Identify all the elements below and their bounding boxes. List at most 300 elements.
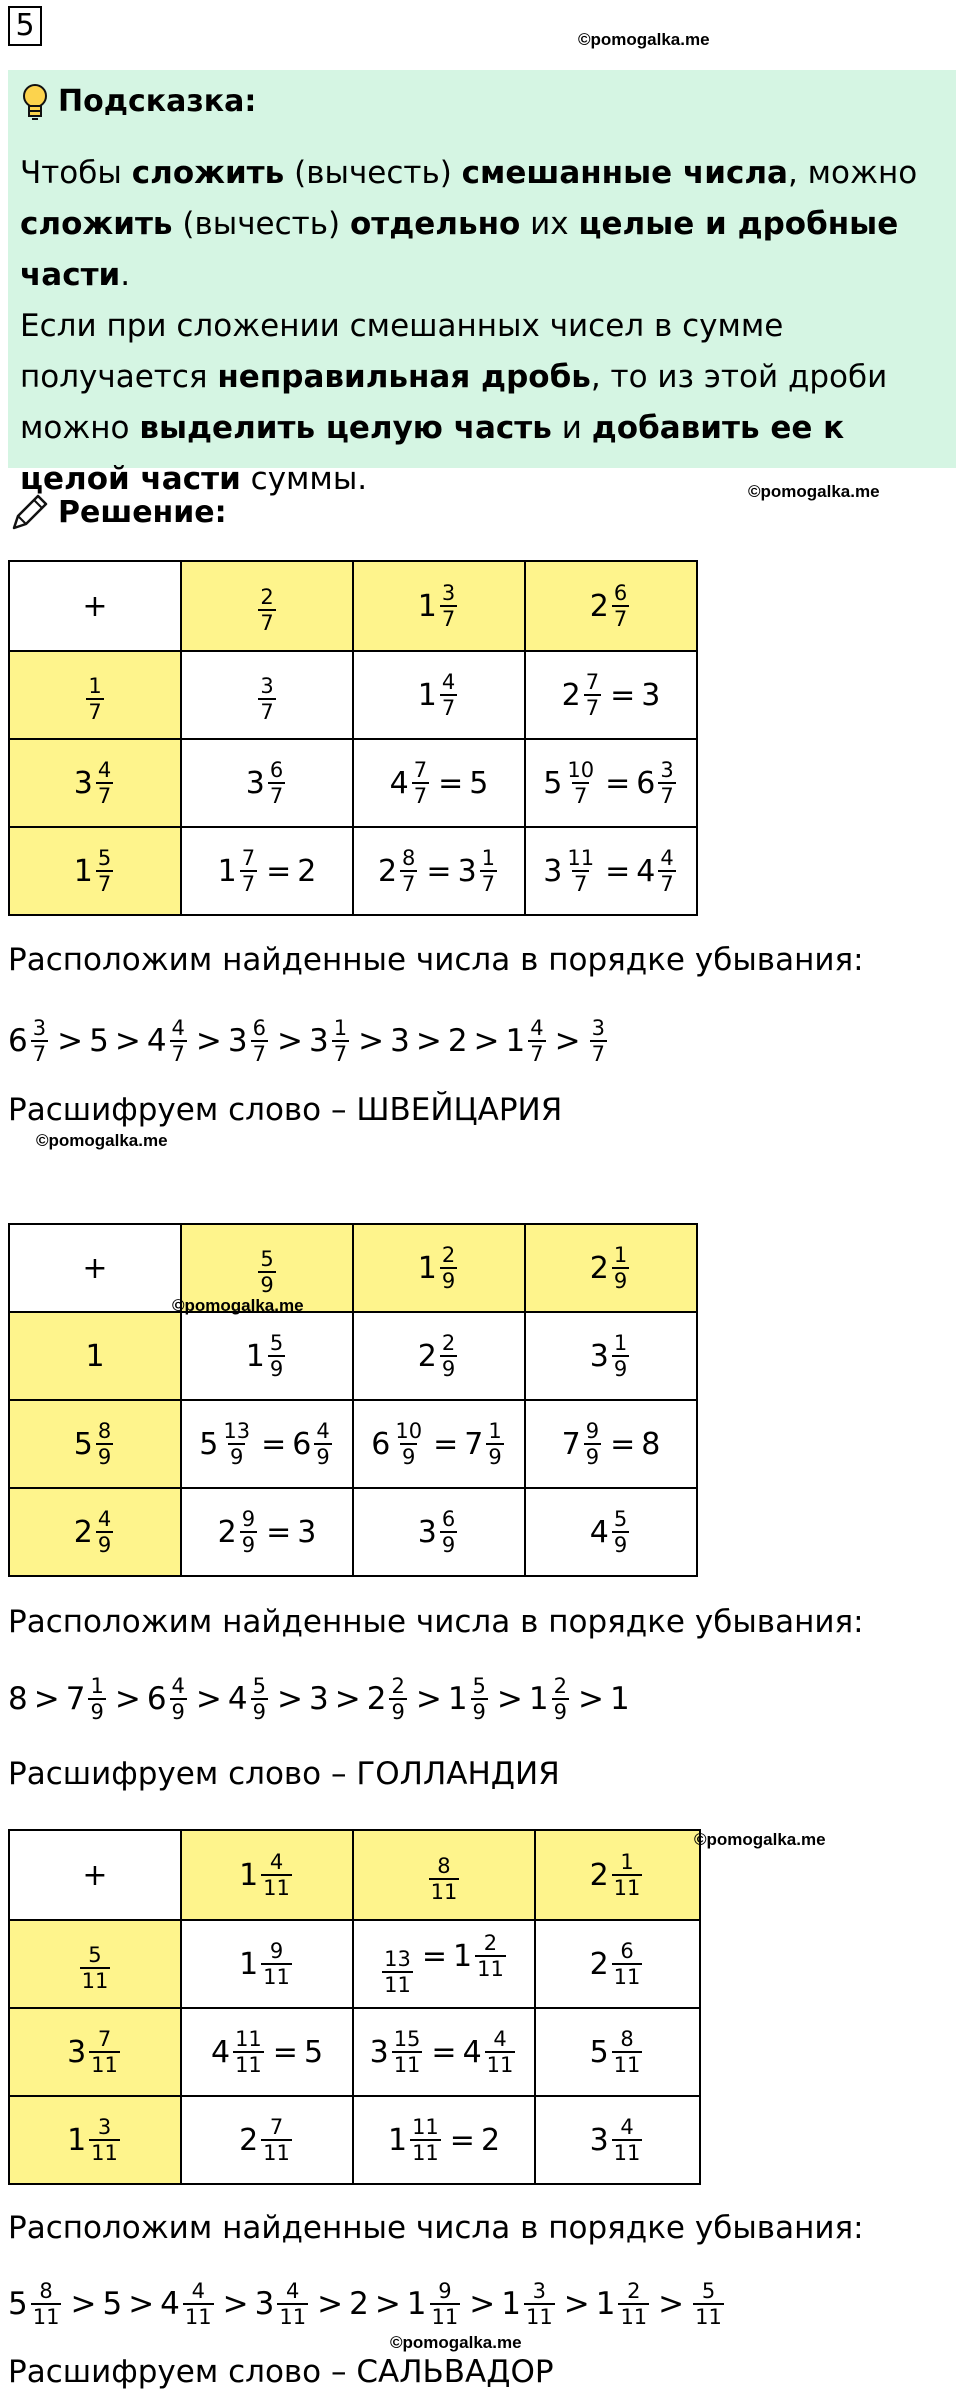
- numerator: 2: [441, 1331, 456, 1355]
- table-cell: [353, 2096, 535, 2184]
- number: [590, 2115, 646, 2165]
- whole-part: 4: [636, 853, 656, 889]
- fraction: [96, 758, 113, 808]
- table-cell: [353, 1488, 525, 1576]
- table-cell: [525, 827, 697, 915]
- table-cell: [535, 2096, 700, 2184]
- decoded-word-line-3: [8, 2354, 554, 2390]
- fraction: [251, 1016, 268, 1066]
- denominator: 7: [333, 1042, 348, 1066]
- numerator: 3: [441, 581, 456, 605]
- whole-part: 3: [390, 1023, 410, 1059]
- denominator: 7: [269, 784, 284, 808]
- hint-text-run: их: [520, 206, 579, 242]
- number: [418, 1331, 460, 1381]
- table-cell: [181, 651, 353, 739]
- numerator: 9: [269, 1939, 284, 1963]
- table-cell: [181, 1920, 353, 2008]
- equals-sign: =: [438, 765, 464, 801]
- fraction: [382, 1947, 413, 1997]
- hint-text-run: выделить целую часть: [139, 410, 552, 446]
- number: [67, 2115, 123, 2165]
- plus-corner-cell: [9, 561, 181, 651]
- decoded-word: САЛЬВАДОР: [356, 2354, 554, 2390]
- numerator: 5: [97, 846, 112, 870]
- denominator: 7: [171, 1042, 185, 1066]
- whole-part: 1: [528, 1681, 549, 1717]
- denominator: 11: [613, 2141, 641, 2165]
- denominator: 11: [393, 2053, 421, 2077]
- whole-part: 2: [349, 2286, 369, 2322]
- denominator: 11: [431, 2305, 459, 2329]
- header-cell: [9, 651, 181, 739]
- denominator: 11: [184, 2305, 212, 2329]
- denominator: 11: [525, 2305, 553, 2329]
- fraction: [475, 1931, 506, 1981]
- numerator: 7: [241, 846, 256, 870]
- denominator: 11: [486, 2053, 514, 2077]
- denominator: 9: [488, 1445, 502, 1469]
- fraction: [240, 1507, 257, 1557]
- whole-part: 8: [641, 1426, 661, 1462]
- whole-part: 5: [589, 2034, 609, 2070]
- fraction: [261, 2115, 292, 2165]
- whole-part: 3: [543, 853, 563, 889]
- number: [292, 1419, 334, 1469]
- denominator: 7: [32, 1042, 47, 1066]
- whole-part: 6: [292, 1426, 312, 1462]
- numerator: 1: [620, 1850, 634, 1874]
- numerator: 4: [191, 2279, 205, 2303]
- fraction: [80, 1943, 111, 1993]
- greater-than-sign: >: [358, 1023, 385, 1059]
- fraction: [240, 846, 257, 896]
- number: [239, 1850, 295, 1900]
- equals-sign: =: [266, 853, 292, 889]
- denominator: 9: [97, 1445, 112, 1469]
- fraction: [429, 1854, 460, 1904]
- denominator: 9: [441, 1533, 456, 1557]
- table-row: [9, 561, 697, 651]
- numerator: 1: [88, 674, 102, 698]
- hint-text-run: сложить: [20, 206, 173, 242]
- table-row: [9, 651, 697, 739]
- numerator: 5: [88, 1943, 102, 1967]
- greater-than-sign: >: [578, 1681, 604, 1717]
- equals-sign: =: [605, 765, 631, 801]
- number: [309, 1681, 329, 1717]
- number: [66, 1674, 109, 1724]
- number: [147, 1674, 190, 1724]
- denominator: 11: [613, 1876, 641, 1900]
- number: [304, 2035, 323, 2070]
- table-row: [9, 1224, 697, 1312]
- denominator: 11: [263, 1965, 290, 1989]
- table-cell: [525, 651, 697, 739]
- number: [74, 846, 116, 896]
- numerator: 13: [384, 1946, 411, 1971]
- number: [239, 1939, 295, 1989]
- denominator: 9: [260, 1273, 274, 1297]
- numerator: 8: [39, 2279, 53, 2303]
- equals-sign: =: [421, 1938, 448, 1974]
- number: [590, 1850, 646, 1900]
- numerator: 3: [260, 674, 274, 698]
- number: [102, 2286, 122, 2322]
- whole-part: 4: [227, 1681, 248, 1717]
- number: [8, 1016, 51, 1066]
- fraction: [552, 1674, 569, 1724]
- fraction: [261, 1850, 292, 1900]
- number: [590, 581, 632, 631]
- denominator: 7: [97, 872, 112, 896]
- whole-part: 1: [73, 853, 93, 889]
- hint-title-text: Подсказка:: [58, 84, 257, 119]
- number: [464, 1419, 506, 1469]
- greater-than-sign: >: [496, 1681, 523, 1717]
- fraction: [524, 2279, 555, 2329]
- denominator: 7: [441, 696, 456, 720]
- number: [418, 670, 460, 720]
- number: [587, 1016, 610, 1066]
- fraction: [89, 2027, 120, 2077]
- numerator: 4: [660, 846, 674, 870]
- number: [255, 2279, 311, 2329]
- table-cell: [181, 1400, 353, 1488]
- watermark: ©pomogalka.me: [748, 482, 880, 501]
- denominator: 11: [613, 2053, 641, 2077]
- numerator: 4: [97, 1507, 112, 1531]
- number: [453, 1931, 509, 1981]
- whole-part: 7: [65, 1681, 86, 1717]
- solution-title-text: Решение:: [58, 494, 227, 530]
- fraction: [471, 1674, 488, 1724]
- watermark: ©pomogalka.me: [36, 1131, 168, 1150]
- hint-text-run: смешанные числа: [461, 155, 788, 191]
- whole-part: 2: [589, 1250, 609, 1286]
- whole-part: 3: [297, 1514, 317, 1550]
- number: [418, 1507, 460, 1557]
- whole-part: 1: [610, 1681, 630, 1717]
- number: [418, 1243, 460, 1293]
- whole-part: 7: [464, 1426, 484, 1462]
- whole-part: 1: [417, 1250, 437, 1286]
- table-row: [9, 1400, 697, 1488]
- number: [407, 2279, 463, 2329]
- header-cell: [353, 561, 525, 651]
- number: [255, 585, 278, 635]
- table-row: [9, 739, 697, 827]
- table-cell: [181, 2008, 353, 2096]
- denominator: 11: [430, 1880, 458, 1904]
- sum-table-1: [8, 560, 698, 916]
- fraction: [258, 585, 275, 635]
- fraction: [96, 1419, 113, 1469]
- descending-chain-1: [8, 1010, 610, 1072]
- number: [74, 1507, 116, 1557]
- number: [74, 758, 116, 808]
- denominator: 9: [316, 1445, 330, 1469]
- fraction: [612, 2027, 643, 2077]
- fraction: [277, 2279, 308, 2329]
- numerator: 4: [316, 1419, 330, 1443]
- whole-part: 6: [636, 765, 656, 801]
- hint-text-run: (вычесть): [172, 206, 350, 242]
- number: [426, 1854, 463, 1904]
- plus-sign: +: [82, 1857, 108, 1893]
- whole-part: 5: [89, 1023, 109, 1059]
- number: [218, 1507, 260, 1557]
- hint-text-run: неправильная дробь: [217, 359, 591, 395]
- numerator: 8: [437, 1854, 451, 1878]
- sum-table-3: [8, 1829, 701, 2185]
- order-text: Расположим найденные числа в порядке убывания:: [8, 2210, 864, 2246]
- greater-than-sign: >: [222, 2286, 249, 2322]
- table-cell: [181, 827, 353, 915]
- fraction: [584, 1419, 601, 1469]
- whole-part: 4: [210, 2034, 231, 2070]
- decoded-word-prefix: Расшифруем слово –: [8, 1756, 357, 1792]
- hint-paragraph-2: [20, 301, 944, 505]
- fraction: [412, 758, 429, 808]
- number: [218, 846, 260, 896]
- fraction: [332, 1016, 349, 1066]
- denominator: 9: [472, 1700, 486, 1724]
- whole-part: 4: [146, 1023, 167, 1059]
- decoded-word: ШВЕЙЦАРИЯ: [356, 1092, 563, 1128]
- table-cell: [353, 1312, 525, 1400]
- numerator: 9: [585, 1419, 600, 1443]
- number: [147, 1016, 190, 1066]
- whole-part: 1: [505, 1023, 526, 1059]
- number: [463, 2027, 519, 2077]
- numerator: 2: [441, 1243, 456, 1267]
- fraction: [400, 846, 417, 896]
- number: [596, 2279, 652, 2329]
- denominator: 9: [171, 1700, 185, 1724]
- whole-part: 3: [309, 1681, 329, 1717]
- header-cell: [181, 561, 353, 651]
- fraction: [440, 1331, 457, 1381]
- whole-part: 1: [387, 2122, 408, 2158]
- whole-part: 4: [389, 765, 409, 801]
- fraction: [612, 1331, 629, 1381]
- number: [8, 2279, 64, 2329]
- numerator: 11: [412, 2115, 439, 2139]
- whole-part: 1: [245, 1338, 265, 1374]
- number: [67, 2027, 123, 2077]
- number: [297, 854, 316, 889]
- denominator: 11: [91, 2053, 118, 2077]
- number: [85, 1339, 104, 1374]
- denominator: 9: [585, 1445, 600, 1469]
- whole-part: 2: [589, 588, 609, 624]
- number: [590, 1331, 632, 1381]
- plus-sign: +: [82, 1250, 108, 1286]
- whole-part: 3: [254, 2286, 275, 2322]
- whole-part: 1: [406, 2286, 427, 2322]
- whole-part: 3: [227, 1023, 248, 1059]
- hint-text-run: Если при сложении смешанных чисел в сумме получается: [20, 308, 784, 395]
- denominator: 7: [613, 607, 628, 631]
- hint-text-run: целые и дробные части: [20, 206, 899, 293]
- equals-sign: =: [272, 2034, 298, 2070]
- greater-than-sign: >: [195, 1681, 222, 1717]
- denominator: 9: [613, 1533, 628, 1557]
- number: [636, 758, 678, 808]
- equals-sign: =: [431, 2034, 457, 2070]
- header-cell: [9, 2008, 181, 2096]
- greater-than-sign: >: [563, 2286, 590, 2322]
- table-cell: [353, 1920, 535, 2008]
- denominator: 9: [613, 1269, 628, 1293]
- fraction: [31, 2279, 62, 2329]
- numerator: 6: [620, 1939, 634, 1963]
- whole-part: 3: [417, 1514, 437, 1550]
- header-cell: [9, 739, 181, 827]
- number: [390, 758, 432, 808]
- whole-part: 3: [67, 2034, 87, 2070]
- numerator: 2: [260, 585, 274, 609]
- hint-text-run: .: [120, 257, 131, 293]
- table-cell: [181, 1488, 353, 1576]
- number: [590, 1507, 632, 1557]
- fraction: [261, 1939, 292, 1989]
- denominator: 7: [591, 1042, 605, 1066]
- number: [562, 670, 604, 720]
- table-row: [9, 1312, 697, 1400]
- numerator: 9: [438, 2279, 452, 2303]
- whole-part: 2: [217, 1514, 237, 1550]
- greater-than-sign: >: [114, 1681, 141, 1717]
- fraction: [170, 1674, 187, 1724]
- table-cell: [353, 739, 525, 827]
- greater-than-sign: >: [415, 1023, 442, 1059]
- decoded-word: ГОЛЛАНДИЯ: [356, 1756, 560, 1792]
- number: [246, 758, 288, 808]
- denominator: 9: [441, 1269, 456, 1293]
- number: [74, 1419, 116, 1469]
- numerator: 5: [472, 1674, 486, 1698]
- number: [543, 846, 599, 896]
- numerator: 4: [171, 1016, 185, 1040]
- watermark: ©pomogalka.me: [390, 2333, 522, 2352]
- numerator: 4: [620, 2115, 634, 2139]
- whole-part: 2: [480, 2122, 501, 2158]
- numerator: 7: [585, 670, 600, 694]
- numerator: 3: [32, 1016, 47, 1040]
- whole-part: 4: [160, 2286, 180, 2322]
- plus-corner-cell: [9, 1830, 181, 1920]
- number: [160, 2279, 216, 2329]
- greater-than-sign: >: [57, 1023, 84, 1059]
- number: [199, 1419, 255, 1469]
- fraction: [612, 1507, 629, 1557]
- table-row: [9, 827, 697, 915]
- numerator: 8: [402, 846, 416, 870]
- fraction: [440, 1507, 457, 1557]
- greater-than-sign: >: [473, 1023, 500, 1059]
- whole-part: 8: [8, 1681, 28, 1717]
- fraction: [618, 2279, 649, 2329]
- whole-part: 2: [589, 1857, 609, 1893]
- equals-sign: =: [266, 1514, 292, 1550]
- numerator: 3: [660, 758, 674, 782]
- table-cell: [353, 1400, 525, 1488]
- fraction: [430, 2279, 461, 2329]
- denominator: 7: [574, 784, 588, 808]
- whole-part: 6: [146, 1681, 167, 1717]
- number: [448, 1674, 491, 1724]
- descending-chain-2: [8, 1668, 630, 1730]
- denominator: 11: [695, 2305, 722, 2329]
- number: [641, 1427, 660, 1462]
- numerator: 2: [553, 1674, 568, 1698]
- number: [309, 1016, 352, 1066]
- numerator: 10: [567, 758, 595, 782]
- plus-sign: +: [82, 588, 108, 624]
- denominator: 11: [384, 1972, 411, 1997]
- numerator: 4: [530, 1016, 544, 1040]
- whole-part: 1: [217, 853, 237, 889]
- whole-part: 4: [462, 2034, 482, 2070]
- whole-part: 2: [447, 1023, 468, 1059]
- numerator: 8: [97, 1419, 112, 1443]
- whole-part: 3: [73, 765, 93, 801]
- number: [501, 2279, 557, 2329]
- number: [8, 1681, 28, 1717]
- denominator: 11: [263, 1876, 290, 1900]
- whole-part: 1: [239, 1946, 259, 1982]
- numerator: 11: [235, 2027, 262, 2051]
- fraction: [612, 2115, 643, 2165]
- numerator: 6: [269, 758, 284, 782]
- hint-text-run: Чтобы: [20, 155, 132, 191]
- number: [590, 1243, 632, 1293]
- numerator: 4: [493, 2027, 507, 2051]
- number: [297, 1515, 316, 1550]
- number: [367, 1674, 410, 1724]
- denominator: 9: [402, 1445, 416, 1469]
- table-row: [9, 1920, 700, 2008]
- denominator: 9: [441, 1357, 456, 1381]
- denominator: 7: [260, 700, 274, 724]
- number: [378, 846, 420, 896]
- fraction: [96, 846, 113, 896]
- decoded-word-prefix: Расшифруем слово –: [8, 2354, 357, 2390]
- denominator: 7: [481, 872, 496, 896]
- number: [543, 758, 599, 808]
- fraction: [612, 1243, 629, 1293]
- table-cell: [181, 2096, 353, 2184]
- number: [77, 1943, 114, 1993]
- fraction: [410, 2115, 441, 2165]
- header-cell: [353, 1830, 535, 1920]
- numerator: 1: [333, 1016, 348, 1040]
- fraction: [565, 846, 596, 896]
- hint-text-run: отдельно: [349, 206, 521, 242]
- number: [690, 2279, 727, 2329]
- fraction: [31, 1016, 48, 1066]
- header-cell: [353, 1224, 525, 1312]
- fraction: [221, 1419, 252, 1469]
- whole-part: 1: [447, 1681, 468, 1717]
- whole-part: 3: [641, 677, 661, 713]
- numerator: 5: [269, 1331, 284, 1355]
- header-cell: [9, 1400, 181, 1488]
- denominator: 9: [613, 1357, 628, 1381]
- whole-part: 1: [239, 1857, 259, 1893]
